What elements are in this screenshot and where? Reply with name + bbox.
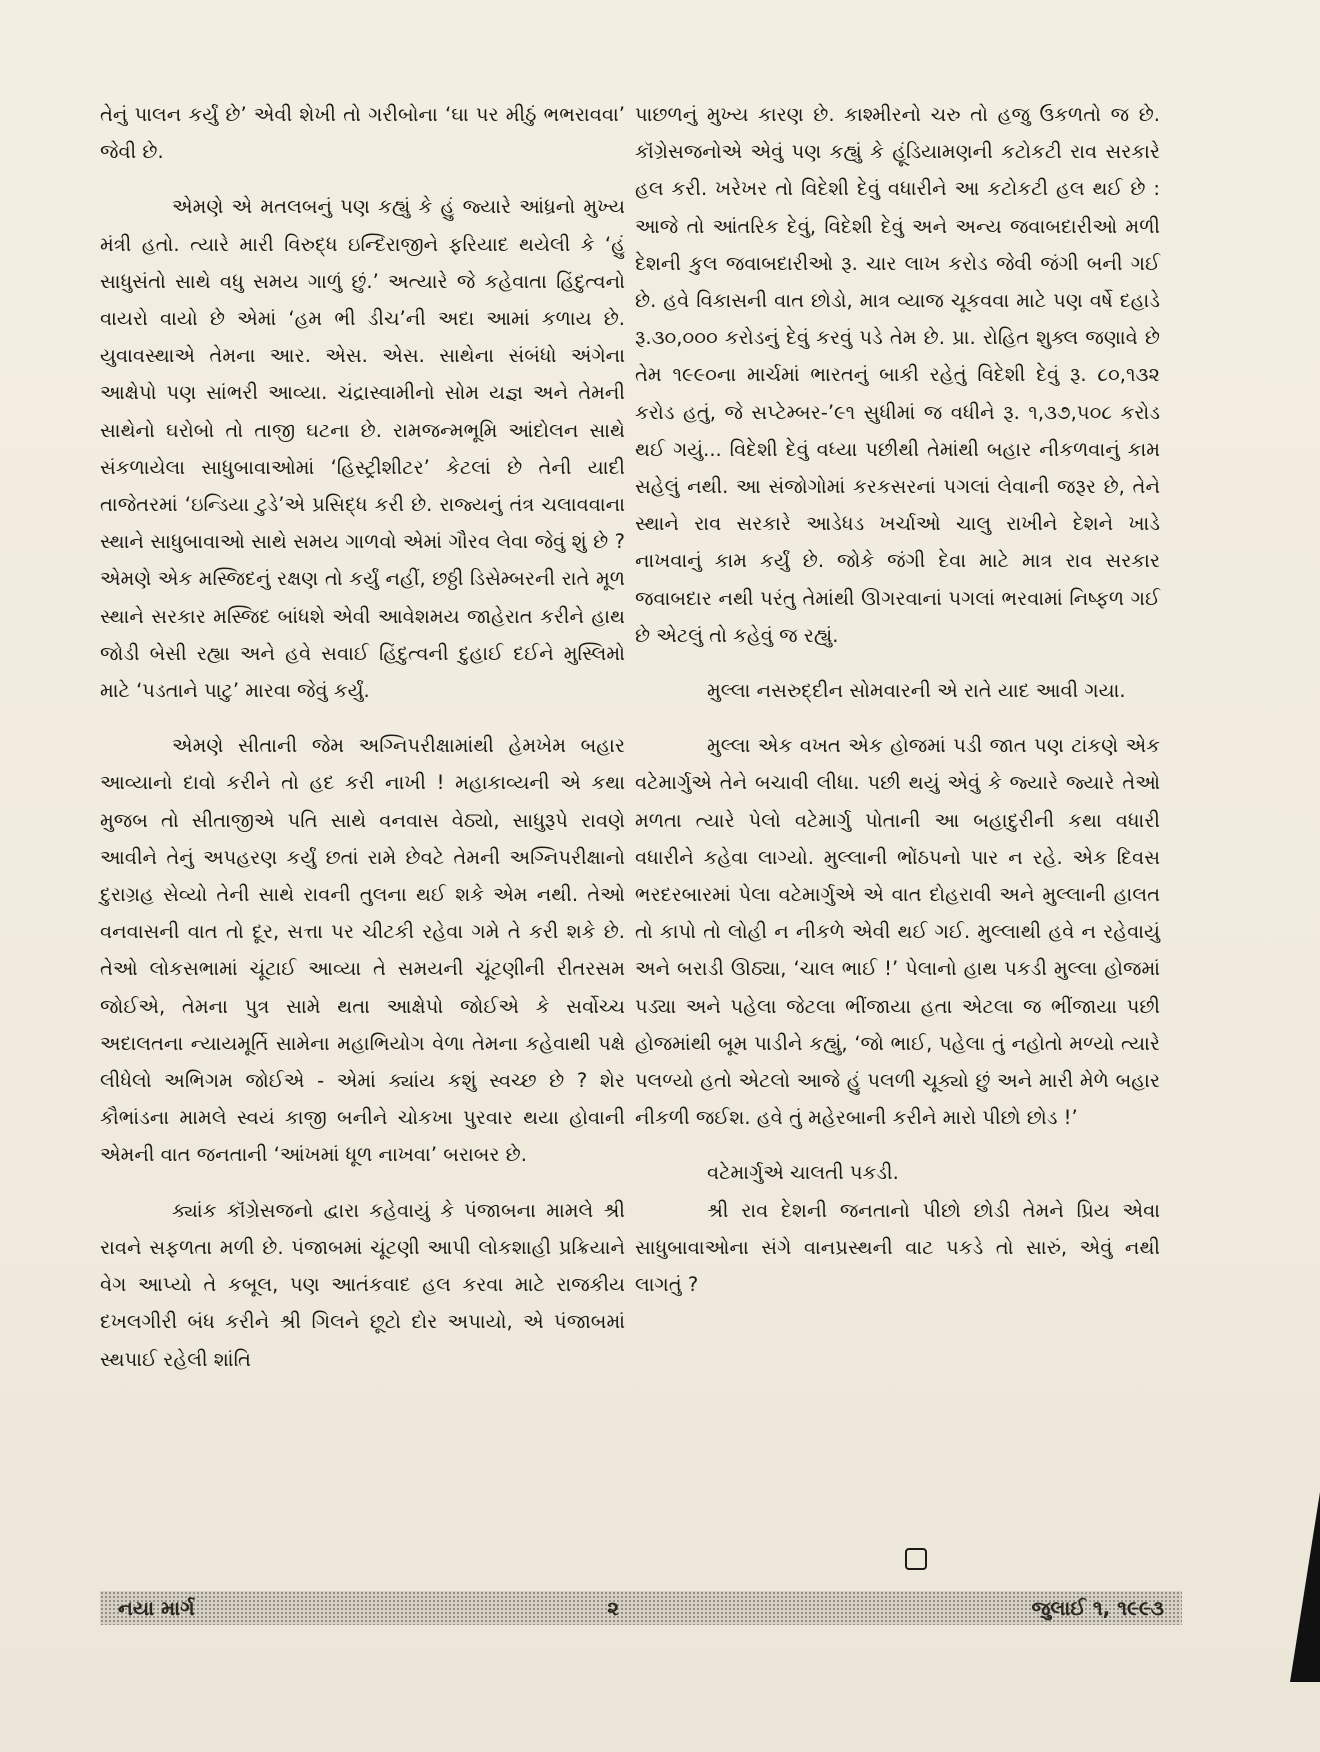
- right-text-column: [635, 96, 1160, 1303]
- paragraph: મુલ્લા નસરુદ્દીન સોમવારની એ રાતે યાદ આવી ગયા.: [707, 679, 1126, 703]
- paragraph: મુલ્લા એક વખત એક હોજમાં પડી જાત પણ ટાંકણે એક વટેમાર્ગુએ તેને બચાવી લીધા. પછી થયું એવું કે જ્યારે જ્યારે તેઓ મળતા ત્યારે પેલો વટેમાર્ગુ પોતાની આ બહાદુરીની કથા વધારી વધારીને કહેવા લાગ્યો. મુલ્લાની ભોંઠપનો પાર ન રહે. એક દિવસ ભરદરબારમાં પેલા વટેમાર્ગુએ એ વાત દોહરાવી અને મુલ્લાની હાલત તો કાપો તો લોહી ન નીકળે એવી થઈ ગઈ. મુલ્લાથી હવે ન રહેવાયું અને બરાડી ઊઠ્યા, ‘ચાલ ભાઈ !’ પેલાનો હાથ પકડી મુલ્લા હોજમાં પડ્યા અને પહેલા જેટલા ભીંજાયા હતા એટલા જ ભીંજાયા પછી હોજમાંથી બૂમ પાડીને કહ્યું, ‘જો ભાઈ, પહેલા તું નહોતો મળ્યો ત્યારે પલળ્યો હતો એટલો આજે હું પલળી ચૂક્યો છું અને મારી મેળે બહાર નીકળી જઈશ. હવે તું મહેરબાની કરીને મારો પીછો છોડ !’: [635, 734, 1160, 1130]
- publication-name: નયા માર્ગ: [118, 1596, 195, 1620]
- article-end-mark-icon: [905, 1548, 927, 1570]
- paragraph: પાછળનું મુખ્ય કારણ છે. કાશ્મીરનો ચરુ તો હજુ ઉકળતો જ છે. કૉંગ્રેસજનોએ એવું પણ કહ્યું કે હૂંડિયામણની કટોકટી રાવ સરકારે હલ કરી. ખરેખર તો વિદેશી દેવું વધારીને આ કટોકટી હલ થઈ છે : આજે તો આંતરિક દેવું, વિદેશી દેવું અને અન્ય જવાબદારીઓ મળી દેશની કુલ જવાબદારીઓ રૂ. ચાર લાખ કરોડ જેવી જંગી બની ગઈ છે. હવે વિકાસની વાત છોડો, માત્ર વ્યાજ ચૂકવવા માટે પણ વર્ષે દહાડે રૂ.૩૦,૦૦૦ કરોડનું દેવું કરવું પડે તેમ છે. પ્રા. રોહિત શુક્લ જણાવે છે તેમ ૧૯૯૦ના માર્ચમાં ભારતનું બાકી રહેતું વિદેશી દેવું રૂ. ૮૦,૧૩૨ કરોડ હતું, જે સપ્ટેમ્બર-’૯૧ સુધીમાં જ વધીને રૂ. ૧,૩૭,૫૦૮ કરોડ થઈ ગયું... વિદેશી દેવું વધ્યા પછીથી તેમાંથી બહાર નીકળવાનું કામ સહેલું નથી. આ સંજોગોમાં કરકસરનાં પગલાં લેવાની જરૂર છે, તેને સ્થાને રાવ સરકારે આડેધડ ખર્ચાઓ ચાલુ રાખીને દેશને ખાડે નાખવાનું કામ કર્યું છે. જોકે જંગી દેવા માટે માત્ર રાવ સરકાર જવાબદાર નથી પરંતુ તેમાંથી ઊગરવાનાં પગલાં ભરવામાં નિષ્ફળ ગઈ છે એટલું તો કહેવું જ રહ્યું.: [635, 103, 1160, 647]
- paragraph: વટેમાર્ગુએ ચાલતી પકડી.: [707, 1161, 899, 1185]
- paragraph: શ્રી રાવ દેશની જનતાનો પીછો છોડી તેમને પ્રિય એવા સાધુબાવાઓના સંગે વાનપ્રસ્થની વાટ પકડે તો સારું, એવું નથી લાગતું ?: [635, 1198, 1160, 1297]
- paragraph: એમણે સીતાની જેમ અગ્નિપરીક્ષામાંથી હેમખેમ બહાર આવ્યાનો દાવો કરીને તો હદ કરી નાખી ! મહાકાવ્યની એ કથા મુજબ તો સીતાજીએ પતિ સાથે વનવાસ વેઠ્યો, સાધુરૂપે રાવણે આવીને તેનું અપહરણ કર્યું છતાં રામે છેવટે તેમની અગ્નિપરીક્ષાનો દુરાગ્રહ સેવ્યો તેની સાથે રાવની તુલના થઈ શકે એમ નથી. તેઓ વનવાસની વાત તો દૂર, સત્તા પર ચીટકી રહેવા ગમે તે કરી શકે છે. તેઓ લોકસભામાં ચૂંટાઈ આવ્યા તે સમયની ચૂંટણીની રીતરસમ જોઈએ, તેમના પુત્ર સામે થતા આક્ષેપો જોઈએ કે સર્વોચ્ચ અદાલતના ન્યાયમૂર્તિ સામેના મહાભિયોગ વેળા તેમના કહેવાથી પક્ષે લીધેલો અભિગમ જોઈએ - એમાં ક્યાંય કશું સ્વચ્છ છે ? શેર કૌભાંડના મામલે સ્વયં કાજી બનીને ચોકખા પુરવાર થયા હોવાની એમની વાત જનતાની ‘આંખમાં ધૂળ નાખવા’ બરાબર છે.: [100, 734, 625, 1167]
- page-footer: [100, 1591, 1182, 1625]
- issue-date: જુલાઈ ૧, ૧૯૯૩: [1031, 1596, 1164, 1620]
- paragraph: એમણે એ મતલબનું પણ કહ્યું કે હું જ્યારે આંધ્રનો મુખ્ય મંત્રી હતો. ત્યારે મારી વિરુદ્ધ ઇન્દિરાજીને ફરિયાદ થયેલી કે ‘હું સાધુસંતો સાથે વધુ સમય ગાળું છું.’ અત્યારે જે કહેવાતા હિંદુત્વનો વાયરો વાયો છે એમાં ‘હમ ભી ડીચ’ની અદા આમાં કળાય છે. યુવાવસ્થાએ તેમના આર. એસ. એસ. સાથેના સંબંધો અંગેના આક્ષેપો પણ સાંભરી આવ્યા. ચંદ્રાસ્વામીનો સોમ યજ્ઞ અને તેમની સાથેનો ઘરોબો તો તાજી ઘટના છે. રામજન્મભૂમિ આંદોલન સાથે સંકળાયેલા સાધુબાવાઓમાં ‘હિસ્ટ્રીશીટર’ કેટલાં છે તેની યાદી તાજેતરમાં ‘ઇન્ડિયા ટુડે’એ પ્રસિદ્ધ કરી છે. રાજ્યનું તંત્ર ચલાવવાના સ્થાને સાધુબાવાઓ સાથે સમય ગાળવો એમાં ગૌરવ લેવા જેવું શું છે ? એમણે એક મસ્જિદનું રક્ષણ તો કર્યું નહીં, છઠ્ઠી ડિસેમ્બરની રાતે મૂળ સ્થાને સરકાર મસ્જિદ બાંધશે એવી આવેશમય જાહેરાત કરીને હાથ જોડી બેસી રહ્યા અને હવે સવાઈ હિંદુત્વની દુહાઈ દઈને મુસ્લિમો માટે ‘પડતાને પાટુ’ મારવા જેવું કર્યું.: [100, 195, 625, 703]
- paragraph: ક્યાંક કૉંગ્રેસજનો દ્વારા કહેવાયું કે પંજાબના મામલે શ્રી રાવને સફળતા મળી છે. પંજાબમાં ચૂંટણી આપી લોકશાહી પ્રક્રિયાને વેગ આપ્યો તે કબૂલ, પણ આતંકવાદ હલ કરવા માટે રાજકીય દખલગીરી બંધ કરીને શ્રી ગિલને છૂટો દોર અપાયો, એ પંજાબમાં સ્થપાઈ રહેલી શાંતિ: [100, 1198, 625, 1371]
- left-text-column: [100, 96, 625, 1378]
- paragraph: તેનું પાલન કર્યું છે’ એવી શેખી તો ગરીબોના ‘ઘા પર મીઠું ભભરાવવા’ જેવી છે.: [100, 103, 625, 164]
- page-number: ૨: [607, 1596, 619, 1620]
- torn-edge-mark: [1290, 1492, 1320, 1682]
